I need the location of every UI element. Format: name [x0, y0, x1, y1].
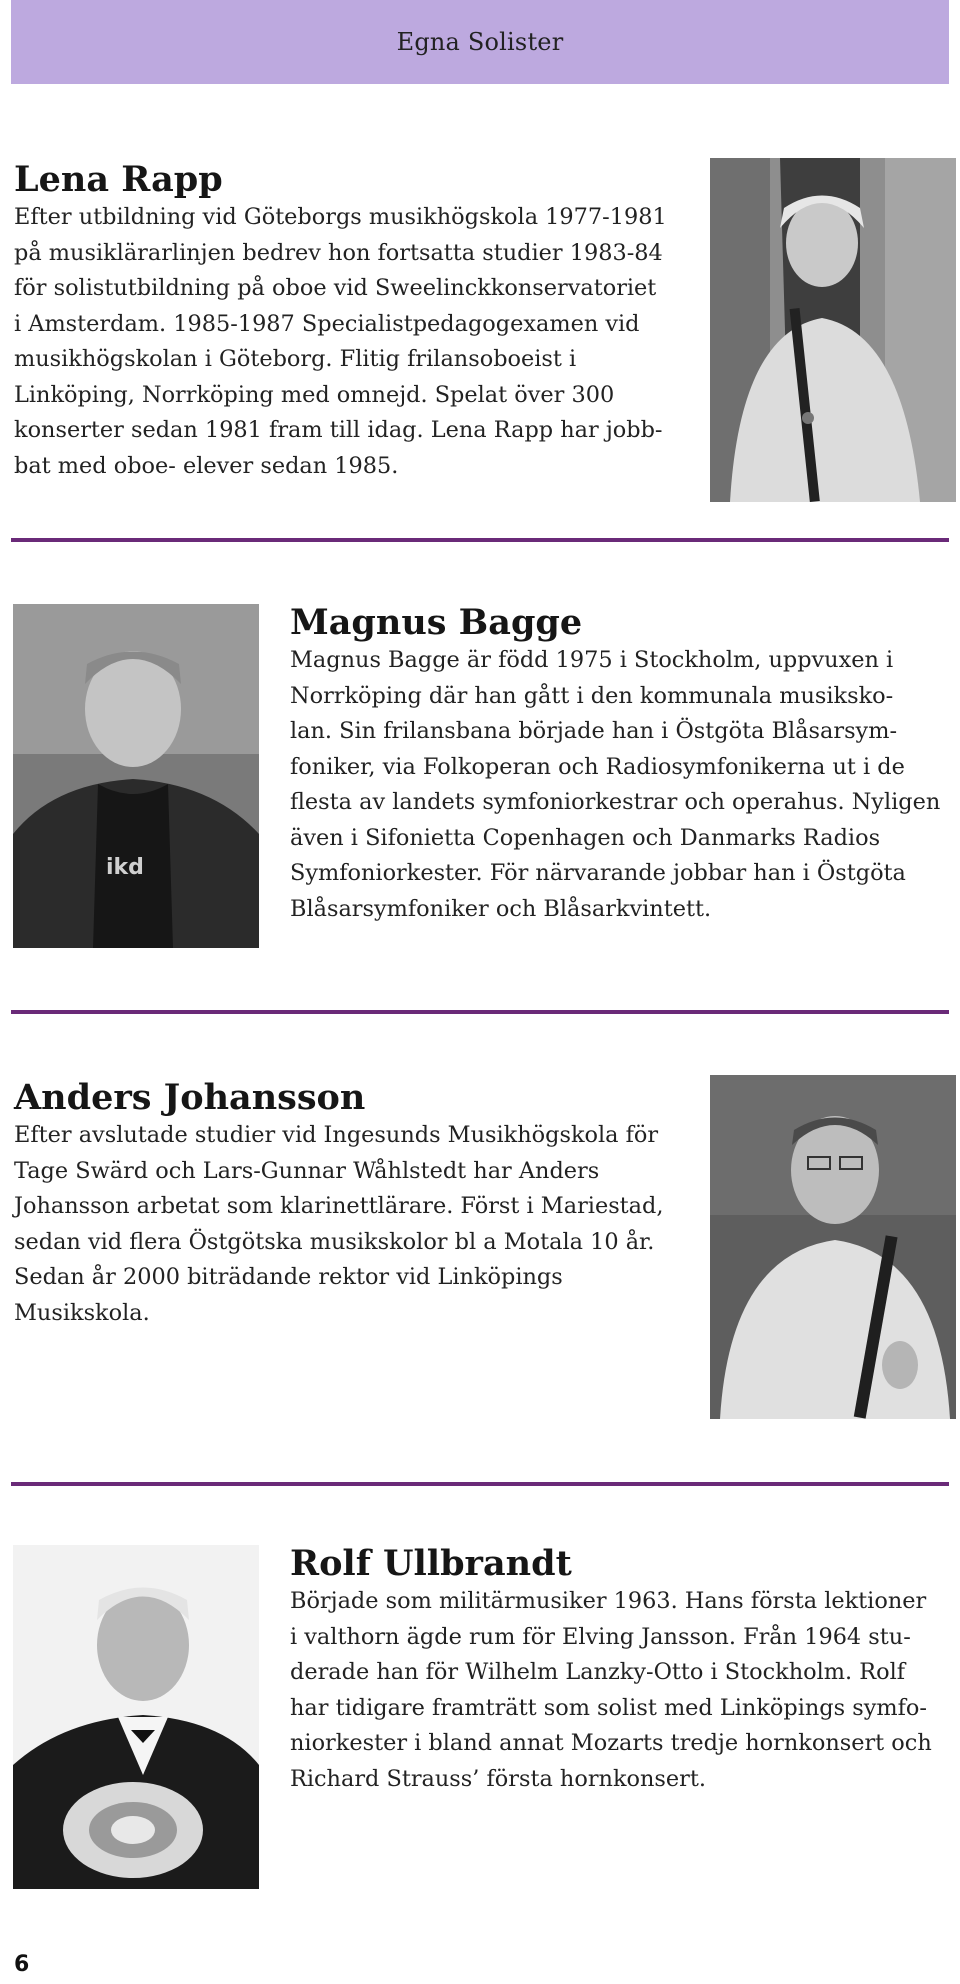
soloist-photo	[710, 1075, 956, 1419]
bio-line: musikhögskolan i Göteborg. Flitig frilansoboeist i	[14, 346, 577, 372]
bio-line: även i Sifonietta Copenhagen och Danmarks Radios	[290, 824, 881, 851]
section-divider	[11, 538, 949, 542]
section-divider	[11, 1010, 949, 1014]
soloist-name: Magnus Bagge	[290, 602, 583, 643]
bio-line: Johansson arbetat som klarinettlärare. Först i Mariestad,	[14, 1193, 664, 1219]
bio-line: konserter sedan 1981 fram till idag. Lena Rapp har jobb-	[14, 417, 663, 443]
bio-line: bat med oboe- elever sedan 1985.	[14, 452, 399, 479]
bio-line: i Amsterdam. 1985-1987 Specialistpedagogexamen vid	[14, 310, 640, 337]
portrait-man-image	[13, 604, 259, 948]
bio-line: Norrköping där han gått i den kommunala musiksko-	[290, 682, 894, 709]
soloist-bio	[14, 200, 667, 484]
soloist-name: Rolf Ullbrandt	[290, 1543, 572, 1584]
bio-line: har tidigare framträtt som solist med Linköpings symfo-	[290, 1694, 927, 1721]
soloist-photo	[13, 604, 259, 948]
bio-line: lan. Sin frilansbana började han i Östgöta Blåsarsym-	[290, 718, 898, 744]
bio-line: på musiklärarlinjen bedrev hon fortsatta studier 1983-84	[14, 239, 663, 266]
portrait-man-horn-image	[13, 1545, 259, 1889]
soloist-photo	[13, 1545, 259, 1889]
bio-line: Sedan år 2000 biträdande rektor vid Linköpings	[14, 1264, 563, 1290]
bio-line: sedan vid flera Östgötska musikskolor bl a Motala 10 år.	[14, 1228, 655, 1255]
soloist-name: Lena Rapp	[14, 159, 223, 200]
bio-line: foniker, via Folkoperan och Radiosymfonikerna ut i de	[290, 753, 905, 780]
bio-line: Tage Swärd och Lars-Gunnar Wåhlstedt har Anders	[14, 1157, 600, 1184]
bio-line: Blåsarsymfoniker och Blåsarkvintett.	[290, 895, 712, 922]
svg-text:ikd: ikd	[106, 855, 144, 880]
soloist-bio	[290, 643, 940, 927]
header-bar	[11, 0, 949, 84]
soloist-bio	[290, 1584, 932, 1797]
soloist-name: Anders Johansson	[14, 1077, 366, 1118]
bio-line: Richard Strauss’ första hornkonsert.	[290, 1765, 706, 1792]
soloist-bio	[14, 1118, 663, 1331]
bio-line: för solistutbildning på oboe vid Sweelinckkonservatoriet	[14, 275, 657, 301]
bio-line: Började som militärmusiker 1963. Hans första lektioner	[290, 1588, 927, 1614]
page-number: 6	[14, 1952, 30, 1977]
bio-line: Efter utbildning vid Göteborgs musikhögskola 1977-1981	[14, 204, 667, 230]
bio-line: flesta av landets symfoniorkestrar och operahus. Nyligen	[290, 789, 941, 815]
bio-line: Musikskola.	[14, 1299, 150, 1326]
bio-line: Symfoniorkester. För närvarande jobbar han i Östgöta	[290, 860, 906, 886]
bio-line: Efter avslutade studier vid Ingesunds Musikhögskola för	[14, 1122, 659, 1148]
bio-line: Linköping, Norrköping med omnejd. Spelat över 300	[14, 381, 615, 408]
portrait-man-clarinet-image	[710, 1075, 956, 1419]
bio-line: i valthorn ägde rum för Elving Jansson. Från 1964 stu-	[290, 1623, 911, 1650]
bio-line: Magnus Bagge är född 1975 i Stockholm, uppvuxen i	[290, 647, 894, 673]
bio-line: derade han för Wilhelm Lanzky-Otto i Stockholm. Rolf	[290, 1659, 906, 1685]
bio-line: niorkester i bland annat Mozarts tredje hornkonsert och	[290, 1730, 932, 1756]
portrait-woman-oboe-image	[710, 158, 956, 502]
soloist-photo	[710, 158, 956, 502]
section-divider	[11, 1482, 949, 1486]
page-header-title: Egna Solister	[396, 28, 564, 56]
